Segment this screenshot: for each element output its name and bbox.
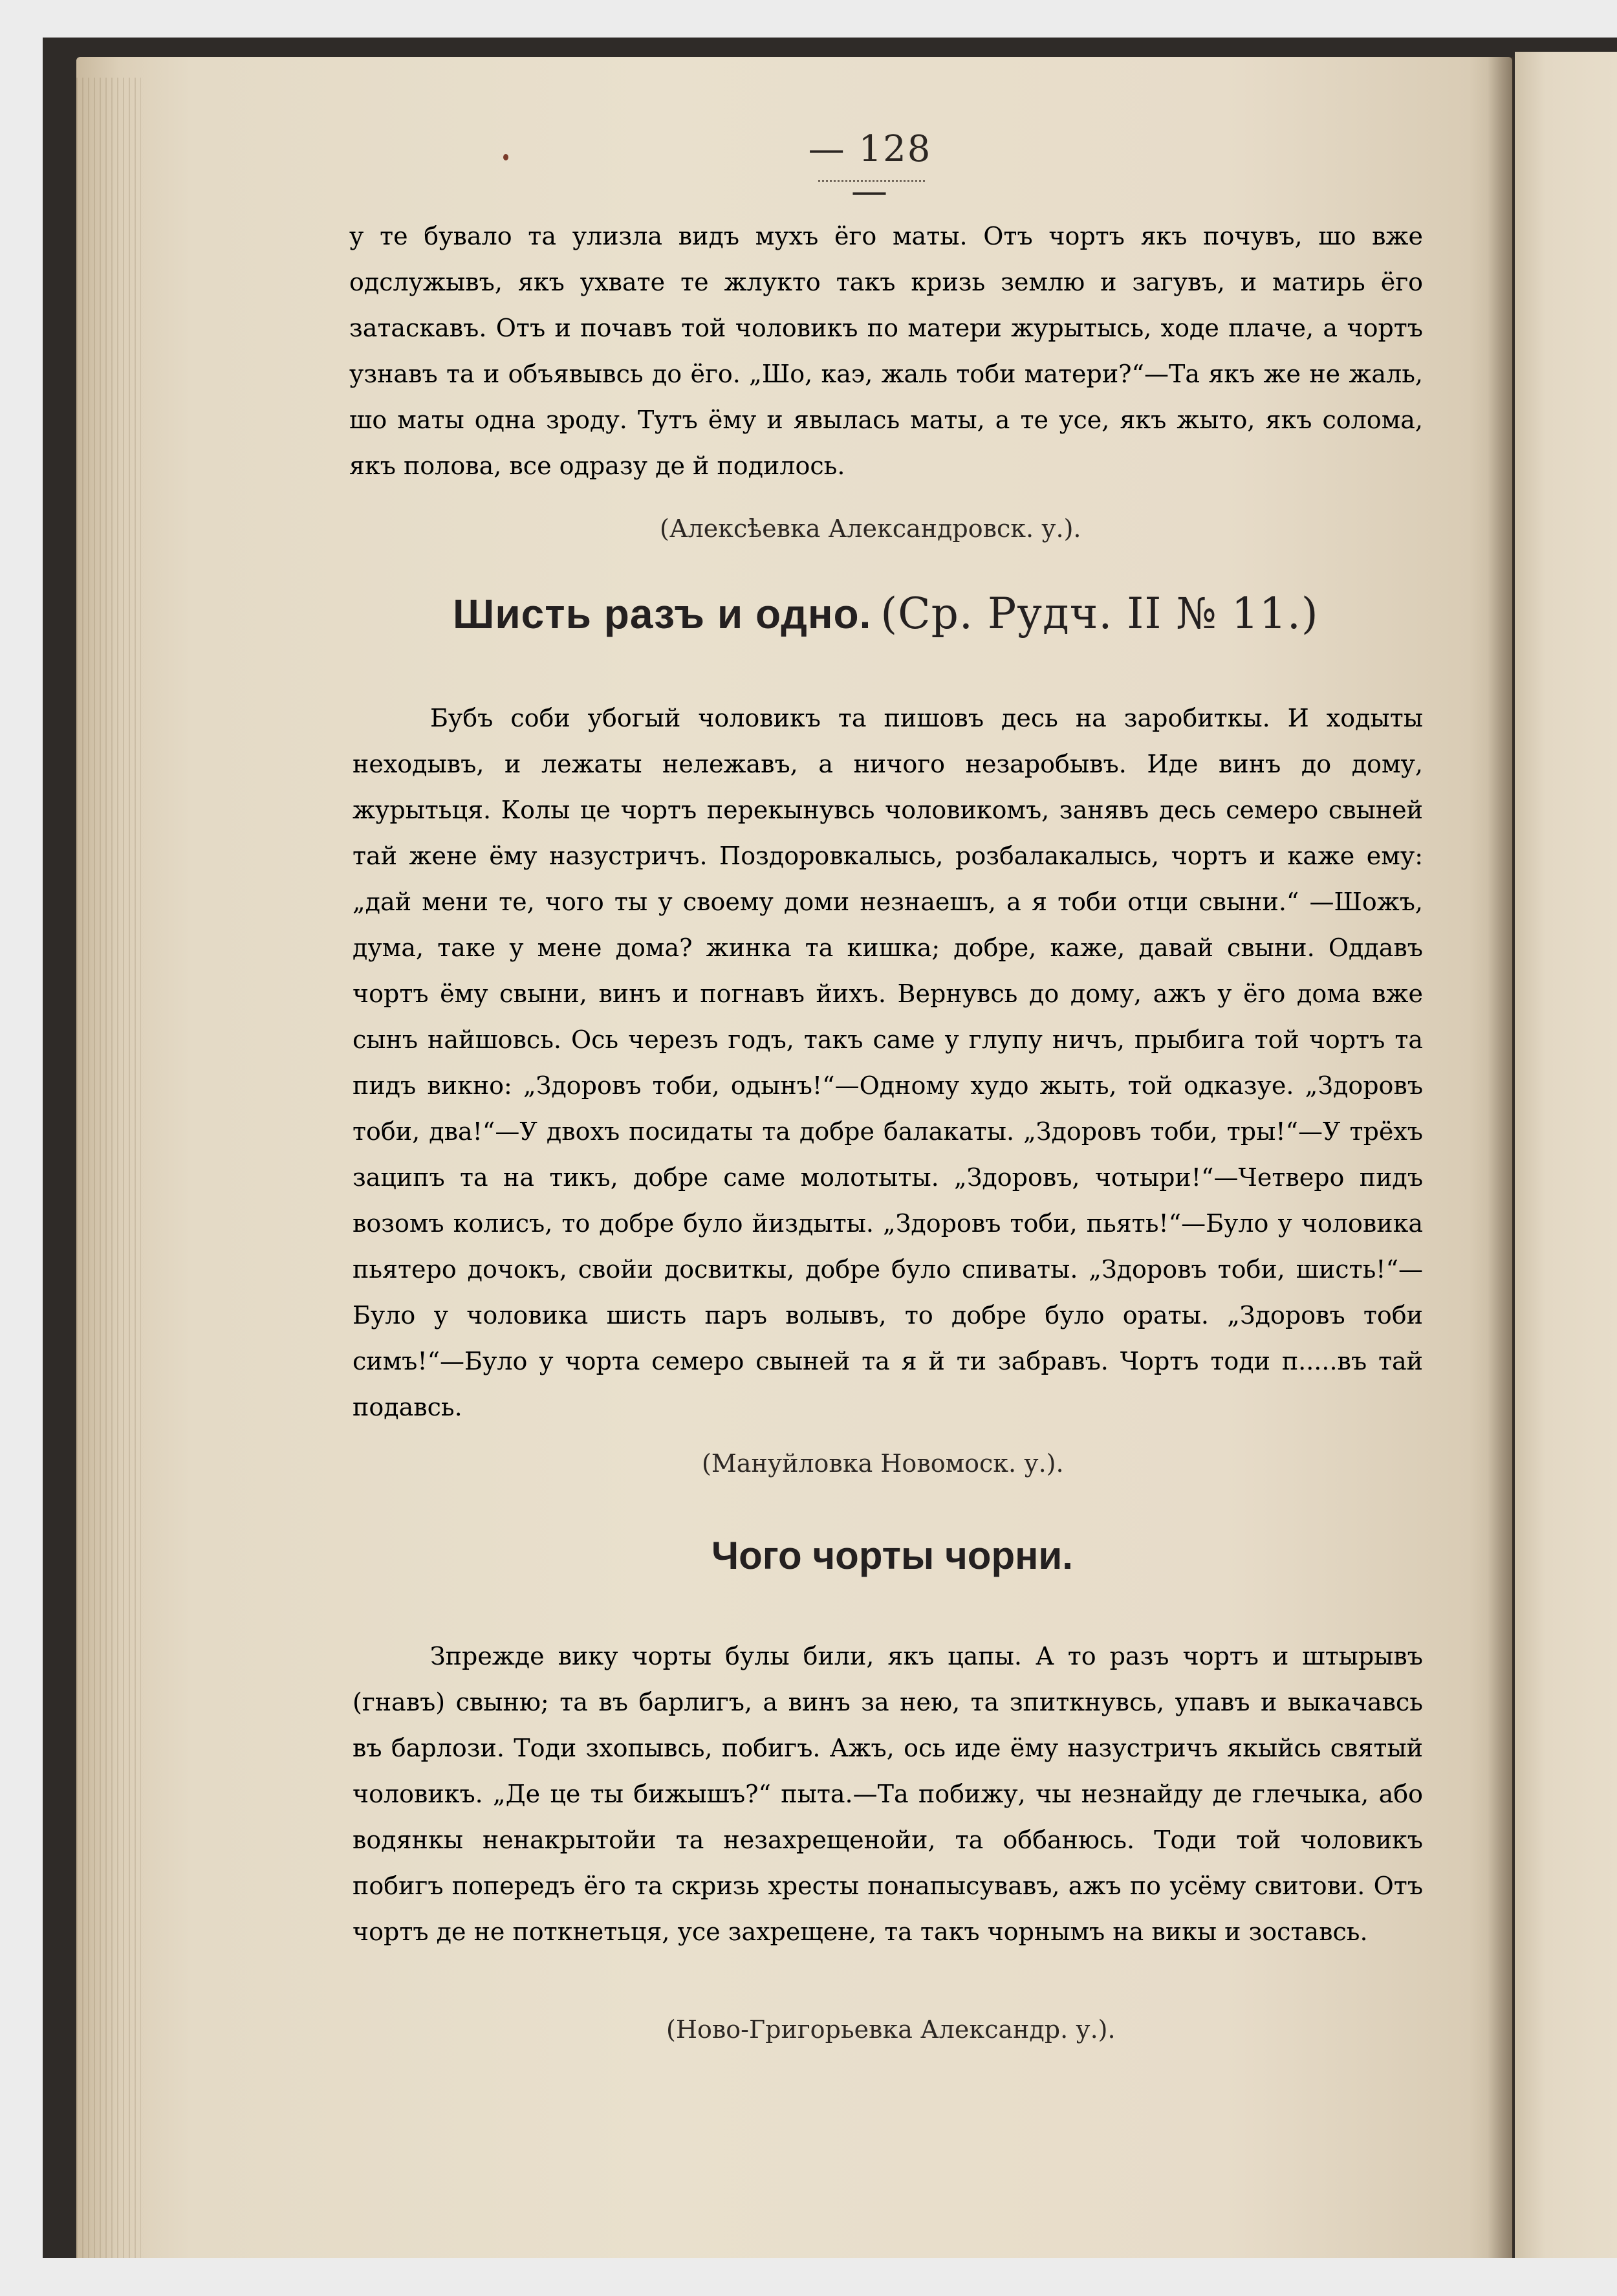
ink-mark [503, 154, 508, 160]
story-1-heading [453, 589, 1319, 639]
story-1-text: Бубъ соби убогый чоловикъ та пишовъ десь на заробиткы. И ходыты неходывъ, и лежаты нележавъ, а ничого незаробывъ. Иде винъ до дому, журытьця. Колы це чортъ перекынувсь чоловикомъ, занявъ десь семеро свыней тай жене ёму назустричъ. Поздоровкалысь, розбалакалысь, чортъ и каже ему: „дай мени те, чого ты у своему доми незнаешъ, а я тоби отци свыни.“ —Шожъ, дума, таке у мене дома? жинка та кишка; добре, каже, давай свыни. Оддавъ чортъ ёму свыни, винъ и погнавъ йихъ. Вернувсь до дому, ажъ у ёго дома вже сынъ найшовсь. Ось черезъ годъ, такъ саме у глупу ничъ, прыбига той чортъ та пидъ викно: „Здоровъ тоби, одынъ!“—Одному худо жыть, той одказуе. „Здоровъ тоби, два!“—У двохъ посидаты та добре балакаты. „Здоровъ тоби, тры!“—У трёхъ заципъ та на тикъ, добре саме молотыты. „Здоровъ, чотыри!“—Четверо пидъ возомъ колисъ, то добре було йиздыты. „Здоровъ тоби, пьять!“—Було у чоловика пьятеро дочокъ, свойи досвиткы, добре було спиваты. „Здоровъ тоби, шисть!“—Було у чоловика шисть паръ волывъ, то добре було ораты. „Здоровъ тоби симъ!“—Було у чорта семеро свыней та я й ти забравъ. Чортъ тоди п.....въ тай подавсь. [353, 704, 1423, 1421]
source-note-1: (Алексѣевка Александровск. у.). [660, 514, 1081, 543]
story-2-text: Зпрежде вику чорты булы били, якъ цапы. А то разъ чортъ и штырывъ (гнавъ) свыню; та въ барлигъ, а винъ за нею, та зпиткнувсь, упавъ и выкачавсь въ барлози. Тоди зхопывсь, побигъ. Ажъ, ось иде ёму назустричъ якыйсь святый чоловикъ. „Де це ты бижышъ?“ пыта.—Та побижу, чы незнайду де глечыка, або водянкы ненакрытойи та незахрещенойи, та оббанюсь. Тоди той чоловикъ побигъ попередъ ёго та скризь хресты понапысувавъ, ажъ по усёму свитови. Отъ чортъ де не поткнетьця, усе захрещене, та такъ чорнымъ на викы и зоставсь. [353, 1642, 1423, 1946]
source-note-2: (Мануйловка Новомоск. у.). [702, 1449, 1064, 1478]
source-note-3: (Ново-Григорьевка Александр. у.). [666, 2015, 1116, 2044]
story-1-title: Шисть разъ и одно. [453, 591, 872, 637]
page-number-underline [818, 178, 925, 182]
page-number: — 128 — [808, 128, 932, 212]
paragraph-continuation: у те бувало та улизла видъ мухъ ёго маты. Отъ чортъ якъ почувъ, шо вже одслужывъ, якъ ухвате те жлукто такъ кризь землю и загувъ, и матирь ёго затаскавъ. Отъ и почавъ той чоловикъ по матери журытысь, ходе плаче, а чортъ узнавъ та и объявывсь до ёго. „Шо, каэ, жаль тоби матери?“—Та якъ же не жаль, шо маты одна зроду. Тутъ ёму и явылась маты, а те усе, якъ жыто, якъ солома, якъ полова, все одразу де й подилось. [349, 222, 1423, 480]
story-1-reference: (Ср. Рудч. II № 11.) [880, 589, 1319, 639]
story-2-title: Чого чорты чорни. [711, 1534, 1073, 1577]
book-gutter [1488, 57, 1514, 2258]
page-edges [76, 78, 141, 2258]
facing-page-edge [1515, 52, 1617, 2258]
